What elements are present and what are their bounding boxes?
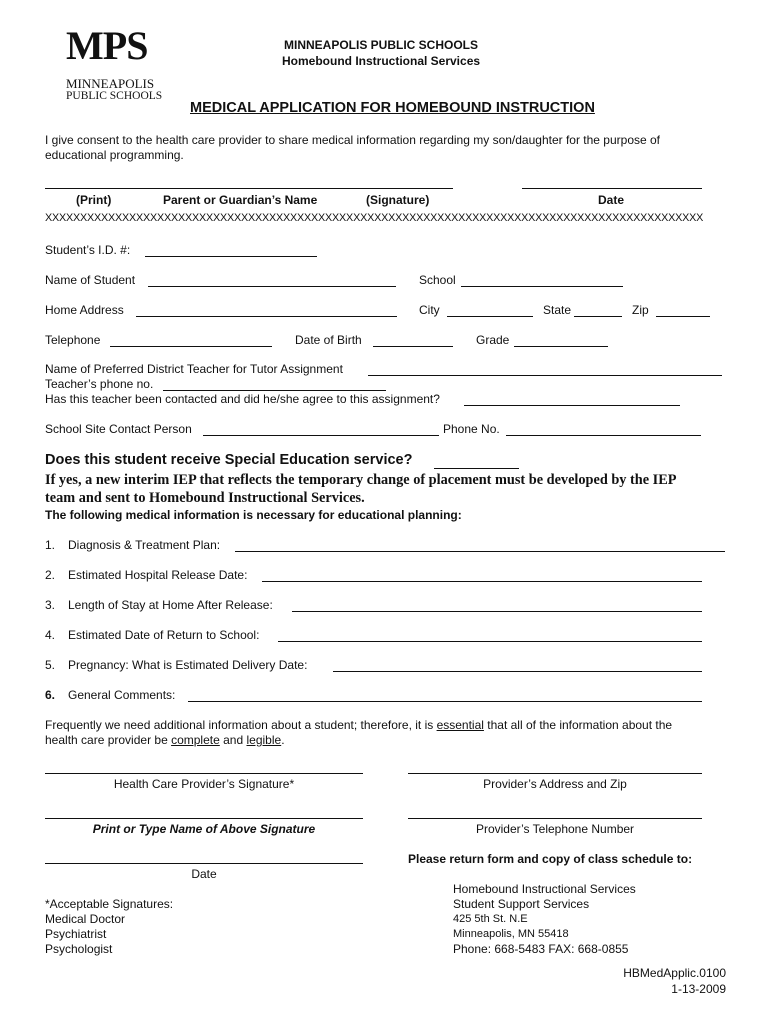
delivery-date-field[interactable]	[333, 671, 702, 672]
medical-item-number: 4.	[45, 628, 56, 642]
general-comments-field[interactable]	[188, 701, 702, 702]
student-name-label: Name of Student	[45, 273, 136, 287]
telephone-field[interactable]	[110, 346, 272, 347]
date-label: Date	[598, 193, 625, 207]
teacher-phone-field[interactable]	[163, 390, 386, 391]
preferred-teacher-label: Name of Preferred District Teacher for Tutor Assignment	[45, 362, 343, 376]
provider-signature-line[interactable]	[45, 773, 363, 774]
release-date-field[interactable]	[262, 581, 702, 582]
provider-phone-label: Provider’s Telephone Number	[475, 822, 635, 836]
signature-label: (Signature)	[366, 193, 430, 207]
telephone-label: Telephone	[45, 333, 101, 347]
complete-word: complete	[171, 733, 220, 747]
grade-field[interactable]	[514, 346, 608, 347]
provider-address-label: Provider’s Address and Zip	[483, 777, 627, 791]
parent-signature-line[interactable]	[45, 188, 453, 189]
return-date-field[interactable]	[278, 641, 702, 642]
form-code: HBMedApplic.0100	[623, 966, 726, 980]
release-date-label: Estimated Hospital Release Date:	[68, 568, 248, 582]
acceptable-item: Psychiatrist	[45, 927, 107, 941]
info-paragraph-line2: health care provider be complete and legible.	[45, 733, 285, 747]
dob-field[interactable]	[373, 346, 453, 347]
delivery-date-label: Pregnancy: What is Estimated Delivery Date:	[68, 658, 308, 672]
return-address-line1: Homebound Instructional Services	[453, 882, 636, 896]
medical-item-number: 6.	[45, 688, 56, 702]
sped-question: Does this student receive Special Education service?	[45, 452, 413, 468]
acceptable-signatures-heading: *Acceptable Signatures:	[45, 897, 174, 911]
return-address-line2: Student Support Services	[453, 897, 590, 911]
logo-mark: MPS	[66, 23, 148, 68]
preferred-teacher-field[interactable]	[368, 375, 722, 376]
site-contact-field[interactable]	[203, 435, 439, 436]
guardian-name-label: Parent or Guardian’s Name	[163, 193, 318, 207]
school-label: School	[419, 273, 456, 287]
site-contact-label: School Site Contact Person	[45, 422, 192, 436]
acceptable-item: Psychologist	[45, 942, 113, 956]
medical-item-number: 3.	[45, 598, 56, 612]
separator-line: XXXXXXXXXXXXXXXXXXXXXXXXXXXXXXXXXXXXXXXXXXXXXXXXXXXXXXXXXXXXXXXXXXXXXXXXXXXXXXXXXXXXXXXXXXXXXX	[45, 212, 704, 224]
student-id-label: Student’s I.D. #:	[45, 243, 131, 257]
logo-line2: PUBLIC SCHOOLS	[66, 90, 163, 102]
phone-no-label: Phone No.	[443, 422, 500, 436]
print-label: (Print)	[76, 193, 112, 207]
student-name-field[interactable]	[148, 286, 396, 287]
print-name-label: Print or Type Name of Above Signature	[92, 822, 316, 836]
length-of-stay-field[interactable]	[292, 611, 702, 612]
provider-signature-label: Health Care Provider’s Signature*	[113, 777, 295, 791]
grade-label: Grade	[476, 333, 510, 347]
header-org: MINNEAPOLIS PUBLIC SCHOOLS	[284, 38, 479, 52]
header-dept: Homebound Instructional Services	[282, 54, 481, 68]
parent-date-line[interactable]	[522, 188, 702, 189]
page-title: MEDICAL APPLICATION FOR HOMEBOUND INSTRUCTION	[190, 100, 595, 116]
essential-word: essential	[436, 718, 484, 732]
city-field[interactable]	[447, 316, 533, 317]
acceptable-item: Medical Doctor	[45, 912, 126, 926]
provider-date-line[interactable]	[45, 863, 363, 864]
zip-field[interactable]	[656, 316, 710, 317]
general-comments-label: General Comments:	[68, 688, 176, 702]
logo-line1: MINNEAPOLIS	[66, 76, 155, 91]
consent-text-line2: educational programming.	[45, 148, 184, 162]
provider-phone-line[interactable]	[408, 818, 702, 819]
provider-date-label: Date	[191, 867, 217, 881]
iep-note-line1: If yes, a new interim IEP that reflects the temporary change of placement must be developed by the IEP	[45, 472, 677, 488]
return-date-label: Estimated Date of Return to School:	[68, 628, 260, 642]
medical-item-number: 2.	[45, 568, 56, 582]
length-of-stay-label: Length of Stay at Home After Release:	[68, 598, 273, 612]
consent-text-line1: I give consent to the health care provider to share medical information regarding my son/daughter for the purpose of	[45, 133, 661, 147]
state-label: State	[543, 303, 572, 317]
iep-note-line2: team and sent to Homebound Instructional Services.	[45, 490, 365, 506]
student-id-field[interactable]	[145, 256, 317, 257]
return-address-line3: 425 5th St. N.E	[453, 913, 528, 925]
diagnosis-field[interactable]	[235, 551, 725, 552]
form-date: 1-13-2009	[671, 982, 726, 996]
return-address-phone: Phone: 668-5483 FAX: 668-0855	[453, 942, 629, 956]
teacher-contacted-label: Has this teacher been contacted and did he/she agree to this assignment?	[45, 392, 440, 406]
home-address-label: Home Address	[45, 303, 124, 317]
teacher-phone-label: Teacher’s phone no.	[45, 377, 154, 391]
print-name-line[interactable]	[45, 818, 363, 819]
info-paragraph-line1: Frequently we need additional information about a student; therefore, it is essential that all of the information about the	[45, 718, 673, 732]
home-address-field[interactable]	[136, 316, 397, 317]
provider-address-line[interactable]	[408, 773, 702, 774]
state-field[interactable]	[574, 316, 622, 317]
legible-word: legible	[246, 733, 282, 747]
return-instructions: Please return form and copy of class schedule to:	[408, 852, 693, 866]
phone-no-field[interactable]	[506, 435, 701, 436]
city-label: City	[419, 303, 440, 317]
medical-item-number: 1.	[45, 538, 56, 552]
dob-label: Date of Birth	[295, 333, 362, 347]
sped-answer-field[interactable]	[434, 468, 519, 469]
medical-item-number: 5.	[45, 658, 56, 672]
teacher-contacted-field[interactable]	[464, 405, 680, 406]
return-address-line4: Minneapolis, MN 55418	[453, 928, 569, 940]
school-field[interactable]	[461, 286, 623, 287]
medical-info-heading: The following medical information is necessary for educational planning:	[45, 508, 462, 522]
diagnosis-label: Diagnosis & Treatment Plan:	[68, 538, 221, 552]
zip-label: Zip	[632, 303, 649, 317]
